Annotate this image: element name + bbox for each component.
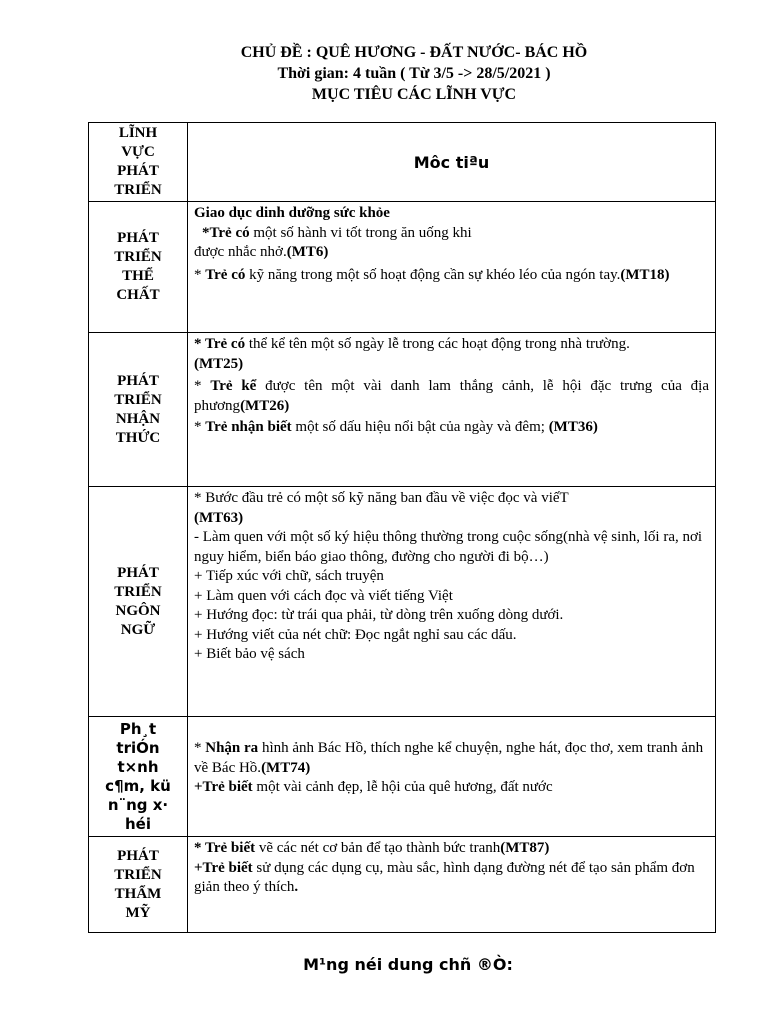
objectives-social-emotional: * Nhận ra hình ảnh Bác Hồ, thích nghe kể chuyện, nghe hát, đọc thơ, xem tranh ảnh về Bác Hồ.(MT74) +Trẻ biết một vài cảnh đẹp, lễ hội của quê hương, đất nước: [188, 717, 716, 837]
objectives-cognitive: * Trẻ có thể kể tên một số ngày lễ trong các hoạt động trong nhà trường. (MT25) * Trẻ kể được tên một vài danh lam thắng cảnh, lễ hội đặc trưng của địa phương(MT26) * Trẻ nhận biết một số dấu hiệu nổi bật của ngày và đêm; (MT36): [188, 333, 716, 487]
domain-social-emotional: Ph¸t triÓn t×nh c¶m, kü n¨ng x· héi: [89, 717, 188, 837]
objectives-physical: Giao dục dinh dưỡng sức khỏe *Trẻ có một số hành vi tốt trong ăn uống khi được nhắc nhở.(MT6) * Trẻ có kỹ năng trong một số hoạt động cần sự khéo léo của ngón tay.(MT18): [188, 202, 716, 333]
domain-language: PHÁT TRIỂN NGÔN NGỮ: [89, 487, 188, 717]
table-row: [89, 837, 716, 933]
domain-header-cell: LĨNH VỰC PHÁT TRIỂN: [89, 123, 188, 202]
topic-title: CHỦ ĐỀ : QUÊ HƯƠNG - ĐẤT NƯỚC- BÁC HỒ: [240, 44, 588, 61]
objectives-aesthetic: * Trẻ biết vẽ các nét cơ bản để tạo thành bức tranh(MT87) +Trẻ biết sử dụng các dụng cụ, màu sắc, hình dạng đường nét để tạo sản phẩm đơn giản theo ý thích.: [188, 837, 716, 933]
time-range: Thời gian: 4 tuần ( Từ 3/5 -> 28/5/2021 ): [277, 65, 551, 82]
objectives-header-cell: Môc tiªu: [188, 123, 716, 202]
table-header-row: [89, 123, 716, 202]
domain-aesthetic: PHÁT TRIỂN THẨM MỸ: [89, 837, 188, 933]
table-row: [89, 717, 716, 837]
table-row: [89, 487, 716, 717]
objectives-table: [88, 122, 716, 933]
domain-physical: PHÁT TRIỂN THỂ CHẤT: [89, 202, 188, 333]
table-row: [89, 333, 716, 487]
content-network-heading: M¹ng néi dung chñ ®Ò:: [303, 955, 513, 974]
domain-cognitive: PHÁT TRIỂN NHẬN THỨC: [89, 333, 188, 487]
document-header: [0, 42, 768, 105]
table-row: [89, 202, 716, 333]
section-title: MỤC TIÊU CÁC LĨNH VỰC: [311, 86, 517, 103]
row-subtitle: Giao dục dinh dưỡng sức khỏe: [194, 205, 390, 221]
objectives-language: * Bước đầu trẻ có một số kỹ năng ban đầu về việc đọc và viếT (MT63) - Làm quen với một số ký hiệu thông thường trong cuộc sống(nhà vệ sinh, lối ra, nơi nguy hiểm, biển báo giao thông, đường cho người đi bộ…) + Tiếp xúc với chữ, sách truyện + Làm quen với cách đọc và viết tiếng Việt + Hướng đọc: từ trái qua phải, từ dòng trên xuống dòng dưới. + Hướng viết của nét chữ: Đọc ngắt nghỉ sau các dấu. + Biết bảo vệ sách: [188, 487, 716, 717]
